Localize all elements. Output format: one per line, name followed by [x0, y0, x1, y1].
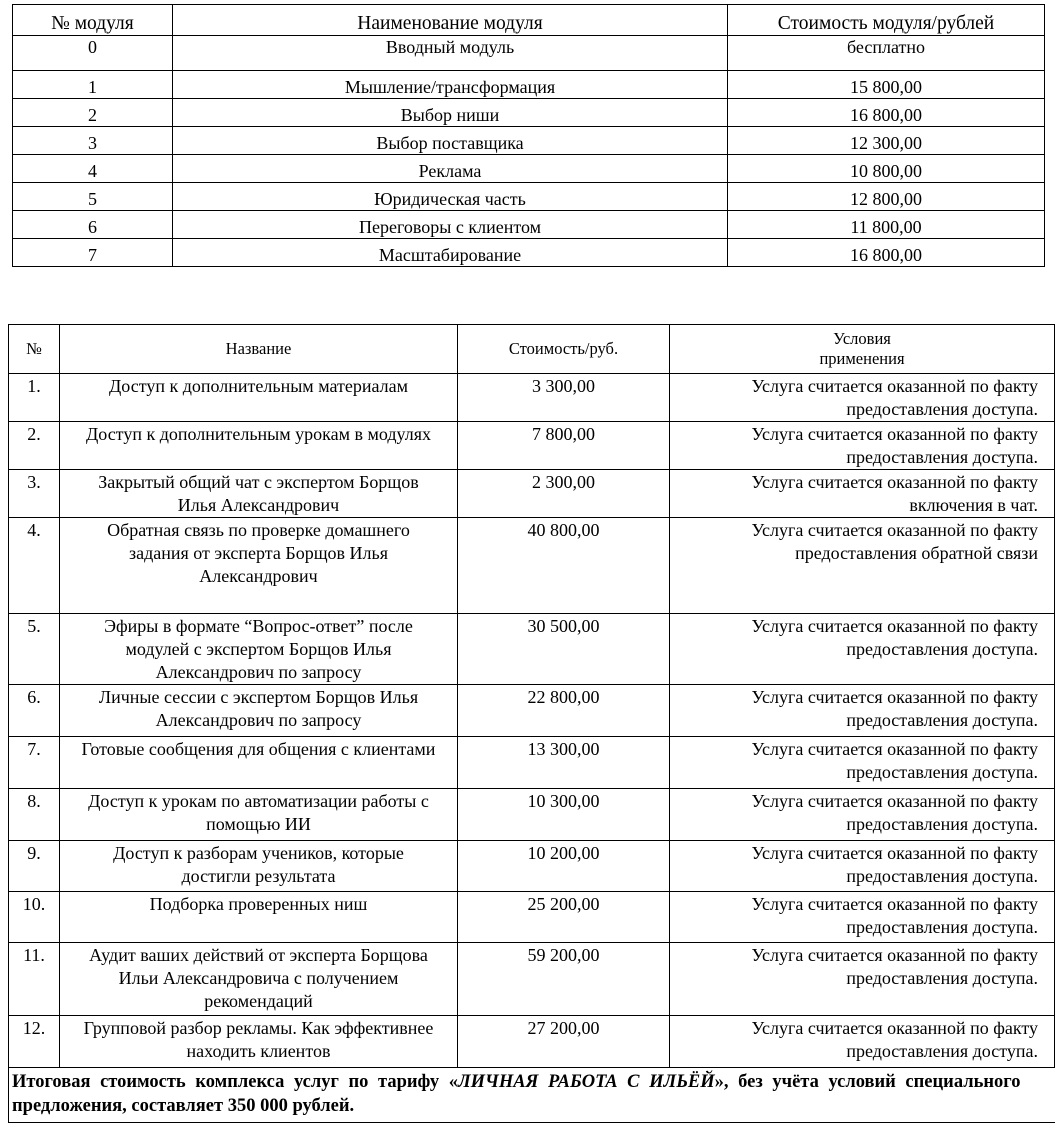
table-row — [9, 422, 1055, 470]
service-name: Аудит ваших действий от эксперта Борщова Ильи Александровича с получением рекомендаций — [60, 943, 458, 1016]
header-module-name: Наименование модуля — [173, 5, 728, 36]
service-name: Групповой разбор рекламы. Как эффективнее находить клиентов — [60, 1016, 458, 1068]
total-prefix: Итоговая стоимость комплекса услуг по тарифу « — [12, 1072, 458, 1092]
module-number: 1 — [13, 71, 173, 99]
table-row — [13, 239, 1045, 267]
module-cost: бесплатно — [728, 36, 1045, 71]
service-number: 2. — [9, 422, 60, 470]
module-cost: 12 300,00 — [728, 127, 1045, 155]
service-cost: 10 300,00 — [458, 789, 670, 841]
service-number: 3. — [9, 470, 60, 518]
table-row — [9, 518, 1055, 614]
service-cost: 3 300,00 — [458, 374, 670, 422]
module-name: Выбор поставщика — [173, 127, 728, 155]
table-row — [9, 789, 1055, 841]
table-row — [9, 737, 1055, 789]
service-conditions: Услуга считается оказанной по факту предоставления доступа. — [670, 892, 1055, 943]
header-module-cost: Стоимость модуля/рублей — [728, 5, 1045, 36]
table-row — [9, 614, 1055, 685]
module-number: 2 — [13, 99, 173, 127]
service-number: 9. — [9, 841, 60, 892]
services-table-header-row — [9, 325, 1055, 374]
module-name: Масштабирование — [173, 239, 728, 267]
table-row — [13, 99, 1045, 127]
header-conditions-line1: Условия — [833, 329, 891, 348]
service-cost: 22 800,00 — [458, 685, 670, 737]
table-row — [9, 685, 1055, 737]
service-conditions: Услуга считается оказанной по факту предоставления доступа. — [670, 422, 1055, 470]
table-row — [13, 183, 1045, 211]
service-name: Закрытый общий чат с экспертом Борщов Илья Александрович — [60, 470, 458, 518]
service-number: 1. — [9, 374, 60, 422]
module-name: Выбор ниши — [173, 99, 728, 127]
service-name: Личные сессии с экспертом Борщов Илья Александрович по запросу — [60, 685, 458, 737]
service-cost: 40 800,00 — [458, 518, 670, 614]
module-cost: 12 800,00 — [728, 183, 1045, 211]
total-cost-statement — [9, 1068, 1055, 1123]
header-service-cost: Стоимость/руб. — [458, 325, 670, 374]
module-number: 7 — [13, 239, 173, 267]
service-conditions: Услуга считается оказанной по факту предоставления доступа. — [670, 614, 1055, 685]
modules-table — [12, 4, 1045, 267]
service-conditions: Услуга считается оказанной по факту предоставления доступа. — [670, 1016, 1055, 1068]
service-name: Доступ к дополнительным урокам в модулях — [60, 422, 458, 470]
services-table — [8, 324, 1055, 1123]
service-name: Подборка проверенных ниш — [60, 892, 458, 943]
service-cost: 25 200,00 — [458, 892, 670, 943]
table-row — [9, 892, 1055, 943]
service-name: Доступ к разборам учеников, которые достигли результата — [60, 841, 458, 892]
module-name: Мышление/трансформация — [173, 71, 728, 99]
module-cost: 10 800,00 — [728, 155, 1045, 183]
service-name: Доступ к урокам по автоматизации работы с помощью ИИ — [60, 789, 458, 841]
modules-table-header-row — [13, 5, 1045, 36]
service-conditions: Услуга считается оказанной по факту предоставления доступа. — [670, 841, 1055, 892]
table-row — [9, 943, 1055, 1016]
service-cost: 59 200,00 — [458, 943, 670, 1016]
service-cost: 27 200,00 — [458, 1016, 670, 1068]
header-module-number: № модуля — [13, 5, 173, 36]
table-row — [13, 127, 1045, 155]
table-row — [9, 841, 1055, 892]
service-number: 7. — [9, 737, 60, 789]
module-cost: 11 800,00 — [728, 211, 1045, 239]
service-conditions: Услуга считается оказанной по факту предоставления доступа. — [670, 685, 1055, 737]
service-number: 4. — [9, 518, 60, 614]
module-name: Юридическая часть — [173, 183, 728, 211]
module-cost: 16 800,00 — [728, 239, 1045, 267]
header-service-name: Название — [60, 325, 458, 374]
module-name: Вводный модуль — [173, 36, 728, 71]
service-number: 6. — [9, 685, 60, 737]
service-number: 11. — [9, 943, 60, 1016]
service-cost: 2 300,00 — [458, 470, 670, 518]
module-number: 0 — [13, 36, 173, 71]
module-number: 5 — [13, 183, 173, 211]
service-conditions: Услуга считается оказанной по факту предоставления доступа. — [670, 789, 1055, 841]
module-number: 6 — [13, 211, 173, 239]
service-name: Обратная связь по проверке домашнего задания от эксперта Борщов Илья Александрович — [60, 518, 458, 614]
service-name: Доступ к дополнительным материалам — [60, 374, 458, 422]
header-service-conditions — [670, 325, 1055, 374]
header-conditions-line2: применения — [819, 349, 905, 368]
service-number: 12. — [9, 1016, 60, 1068]
service-conditions: Услуга считается оказанной по факту предоставления доступа. — [670, 374, 1055, 422]
table-row — [9, 470, 1055, 518]
header-service-number: № — [9, 325, 60, 374]
total-suffix: », без учёта условий специального предложения, составляет 350 000 рублей. — [12, 1072, 1021, 1116]
service-cost: 30 500,00 — [458, 614, 670, 685]
service-cost: 10 200,00 — [458, 841, 670, 892]
module-cost: 16 800,00 — [728, 99, 1045, 127]
service-name: Готовые сообщения для общения с клиентами — [60, 737, 458, 789]
service-conditions: Услуга считается оказанной по факту предоставления обратной связи — [670, 518, 1055, 614]
table-row — [13, 36, 1045, 71]
table-row — [13, 211, 1045, 239]
module-cost: 15 800,00 — [728, 71, 1045, 99]
table-row — [9, 1016, 1055, 1068]
service-name: Эфиры в формате “Вопрос-ответ” после модулей с экспертом Борщов Илья Александрович по запросу — [60, 614, 458, 685]
module-number: 3 — [13, 127, 173, 155]
module-name: Реклама — [173, 155, 728, 183]
table-row — [13, 155, 1045, 183]
total-row — [9, 1068, 1055, 1123]
module-name: Переговоры с клиентом — [173, 211, 728, 239]
table-row — [9, 374, 1055, 422]
tariff-name: ЛИЧНАЯ РАБОТА С ИЛЬЁЙ — [457, 1072, 715, 1092]
module-number: 4 — [13, 155, 173, 183]
service-cost: 7 800,00 — [458, 422, 670, 470]
service-number: 8. — [9, 789, 60, 841]
service-conditions: Услуга считается оказанной по факту предоставления доступа. — [670, 737, 1055, 789]
service-conditions: Услуга считается оказанной по факту включения в чат. — [670, 470, 1055, 518]
service-conditions: Услуга считается оказанной по факту предоставления доступа. — [670, 943, 1055, 1016]
service-cost: 13 300,00 — [458, 737, 670, 789]
service-number: 10. — [9, 892, 60, 943]
service-number: 5. — [9, 614, 60, 685]
table-row — [13, 71, 1045, 99]
